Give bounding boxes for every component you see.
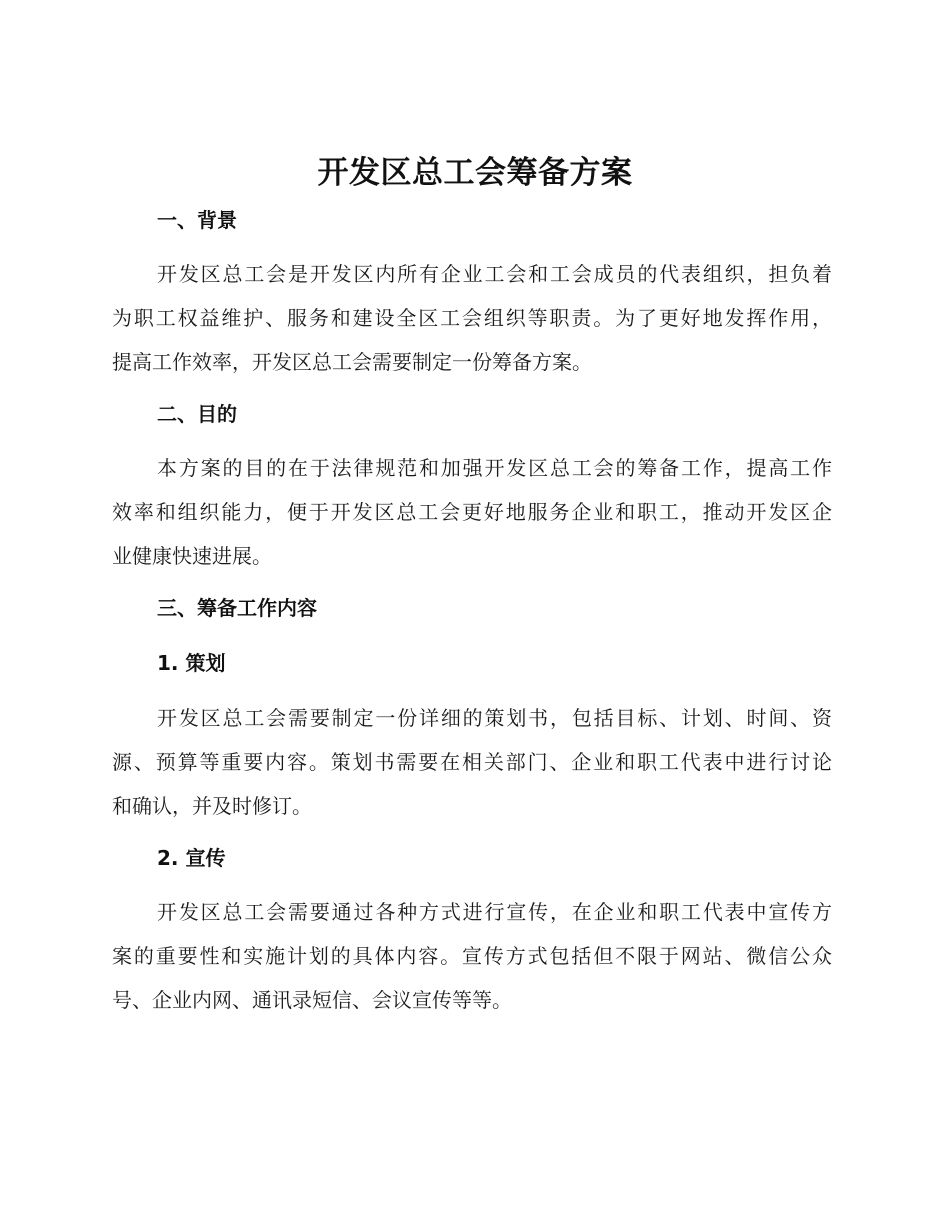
subsection-heading-planning: 1. 策划: [157, 651, 226, 675]
paragraph-publicity: [112, 890, 832, 1022]
paragraph-line: 业健康快速进展。: [112, 544, 272, 568]
paragraph-line: 为职工权益维护、服务和建设全区工会组织等职责。为了更好地发挥作用，: [112, 306, 832, 330]
paragraph-line: 和确认，并及时修订。: [112, 794, 312, 818]
section-heading-preparation-content: 三、筹备工作内容: [157, 596, 317, 620]
document-title: 开发区总工会筹备方案: [317, 155, 633, 191]
subsection-heading-publicity: 2. 宣传: [157, 846, 226, 870]
paragraph-line: 号、企业内网、通讯录短信、会议宣传等等。: [112, 988, 512, 1012]
paragraph-line: 开发区总工会需要制定一份详细的策划书，包括目标、计划、时间、资: [157, 706, 832, 730]
paragraph-background: [112, 252, 832, 384]
paragraph-line: 效率和组织能力，便于开发区总工会更好地服务企业和职工，推动开发区企: [112, 500, 832, 524]
paragraph-purpose: [112, 446, 832, 578]
paragraph-line: 提高工作效率，开发区总工会需要制定一份筹备方案。: [112, 350, 592, 374]
section-heading-purpose: 二、目的: [157, 402, 237, 426]
section-heading-background: 一、背景: [157, 208, 237, 232]
paragraph-planning: [112, 696, 832, 828]
paragraph-line: 案的重要性和实施计划的具体内容。宣传方式包括但不限于网站、微信公众: [112, 944, 832, 968]
paragraph-line: 开发区总工会需要通过各种方式进行宣传，在企业和职工代表中宣传方: [157, 900, 832, 924]
paragraph-line: 开发区总工会是开发区内所有企业工会和工会成员的代表组织，担负着: [157, 262, 832, 286]
paragraph-line: 源、预算等重要内容。策划书需要在相关部门、企业和职工代表中进行讨论: [112, 750, 832, 774]
paragraph-line: 本方案的目的在于法律规范和加强开发区总工会的筹备工作，提高工作: [157, 456, 832, 480]
